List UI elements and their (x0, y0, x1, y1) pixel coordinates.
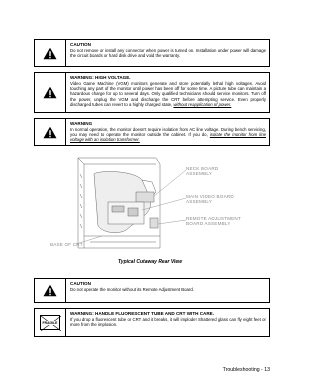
caution-box-remote-adjustment (34, 278, 270, 303)
warning-title: WARNING: HANDLE FLUORESCENT TUBE AND CRT WITH CARE. (70, 311, 215, 316)
callout-main-video-board: MAIN VIDEO BOARD ASSEMBLY (186, 194, 234, 205)
warning-text-cell (66, 73, 269, 112)
icon-cell (35, 73, 66, 112)
warning-box-isolation (34, 118, 270, 146)
warning-body (70, 81, 266, 108)
callout-remote-adjustment-board: REMOTE ADJUSTMENT BOARD ASSEMBLY (186, 216, 241, 227)
caution-text-cell (66, 279, 269, 302)
warning-box-fragile (34, 308, 270, 337)
warning-triangle-icon (43, 47, 57, 60)
icon-cell (35, 40, 66, 66)
warning-body-main: Video Game Machine (VGM) monitors generate and store potentially lethal high voltages. Avoid touching any part of the monitor until power has been off for some time. A picture tube can maintain a hazardous charge for up to several days. Only qualified technicians should service monitors. Turn off the power, unplug the VGM and discharge the CRT before attempting service. Even properly discharged tubes can revert to a highly charged state, (70, 80, 266, 108)
caution-body: Do not operate the monitor without its Remote Adjustment Board. (70, 286, 194, 292)
warning-triangle-icon (43, 284, 57, 297)
icon-cell (35, 309, 66, 336)
caution-title: CAUTION (70, 42, 91, 47)
warning-text-cell (66, 309, 269, 336)
monitor-cutaway-drawing (38, 154, 274, 250)
cutaway-rear-view-figure (38, 154, 274, 250)
warning-text-cell (66, 119, 269, 145)
icon-cell (35, 279, 66, 302)
caution-title: CAUTION (70, 281, 91, 286)
warning-body: If you drop a fluorescent tube or CRT and it breaks, it will implode! Shattered glass can fly eight feet or more from the implosion. (70, 316, 266, 327)
warning-body-underlined: without reapplication of power. (173, 102, 232, 108)
warning-box-high-voltage (34, 72, 270, 113)
fragile-label: FRAGILE (42, 320, 58, 325)
warning-body-main: In normal operation, the monitor doesn't require isolation from AC line voltage. During bench servicing, you may need to operate the monitor outside the cabinet. If you do, (70, 126, 266, 137)
fragile-glass-icon (40, 315, 60, 330)
caution-text-cell (66, 40, 269, 66)
warning-title: WARNING (70, 121, 93, 126)
warning-body (70, 127, 266, 143)
icon-cell (35, 119, 66, 145)
callout-neck-board: NECK BOARD ASSEMBLY (186, 166, 219, 177)
callout-base-of-crt: BASE OF CRT (50, 242, 83, 247)
warning-body-underlined: isolate the monitor from line voltage with an isolation transformer. (70, 132, 266, 143)
caution-box-connectors (34, 39, 270, 67)
warning-triangle-icon (43, 86, 57, 99)
warning-title: WARNING: HIGH VOLTAGE. (70, 75, 131, 80)
figure-caption: Typical Cutaway Rear View (117, 259, 183, 265)
warning-triangle-icon (43, 126, 57, 139)
page-footer: Troubleshooting - 13 (222, 367, 270, 373)
caution-body: Do not remove or install any connector when power is turned on. Installation under power will damage the circuit boards or hard disk drive and void the warranty. (70, 47, 266, 58)
